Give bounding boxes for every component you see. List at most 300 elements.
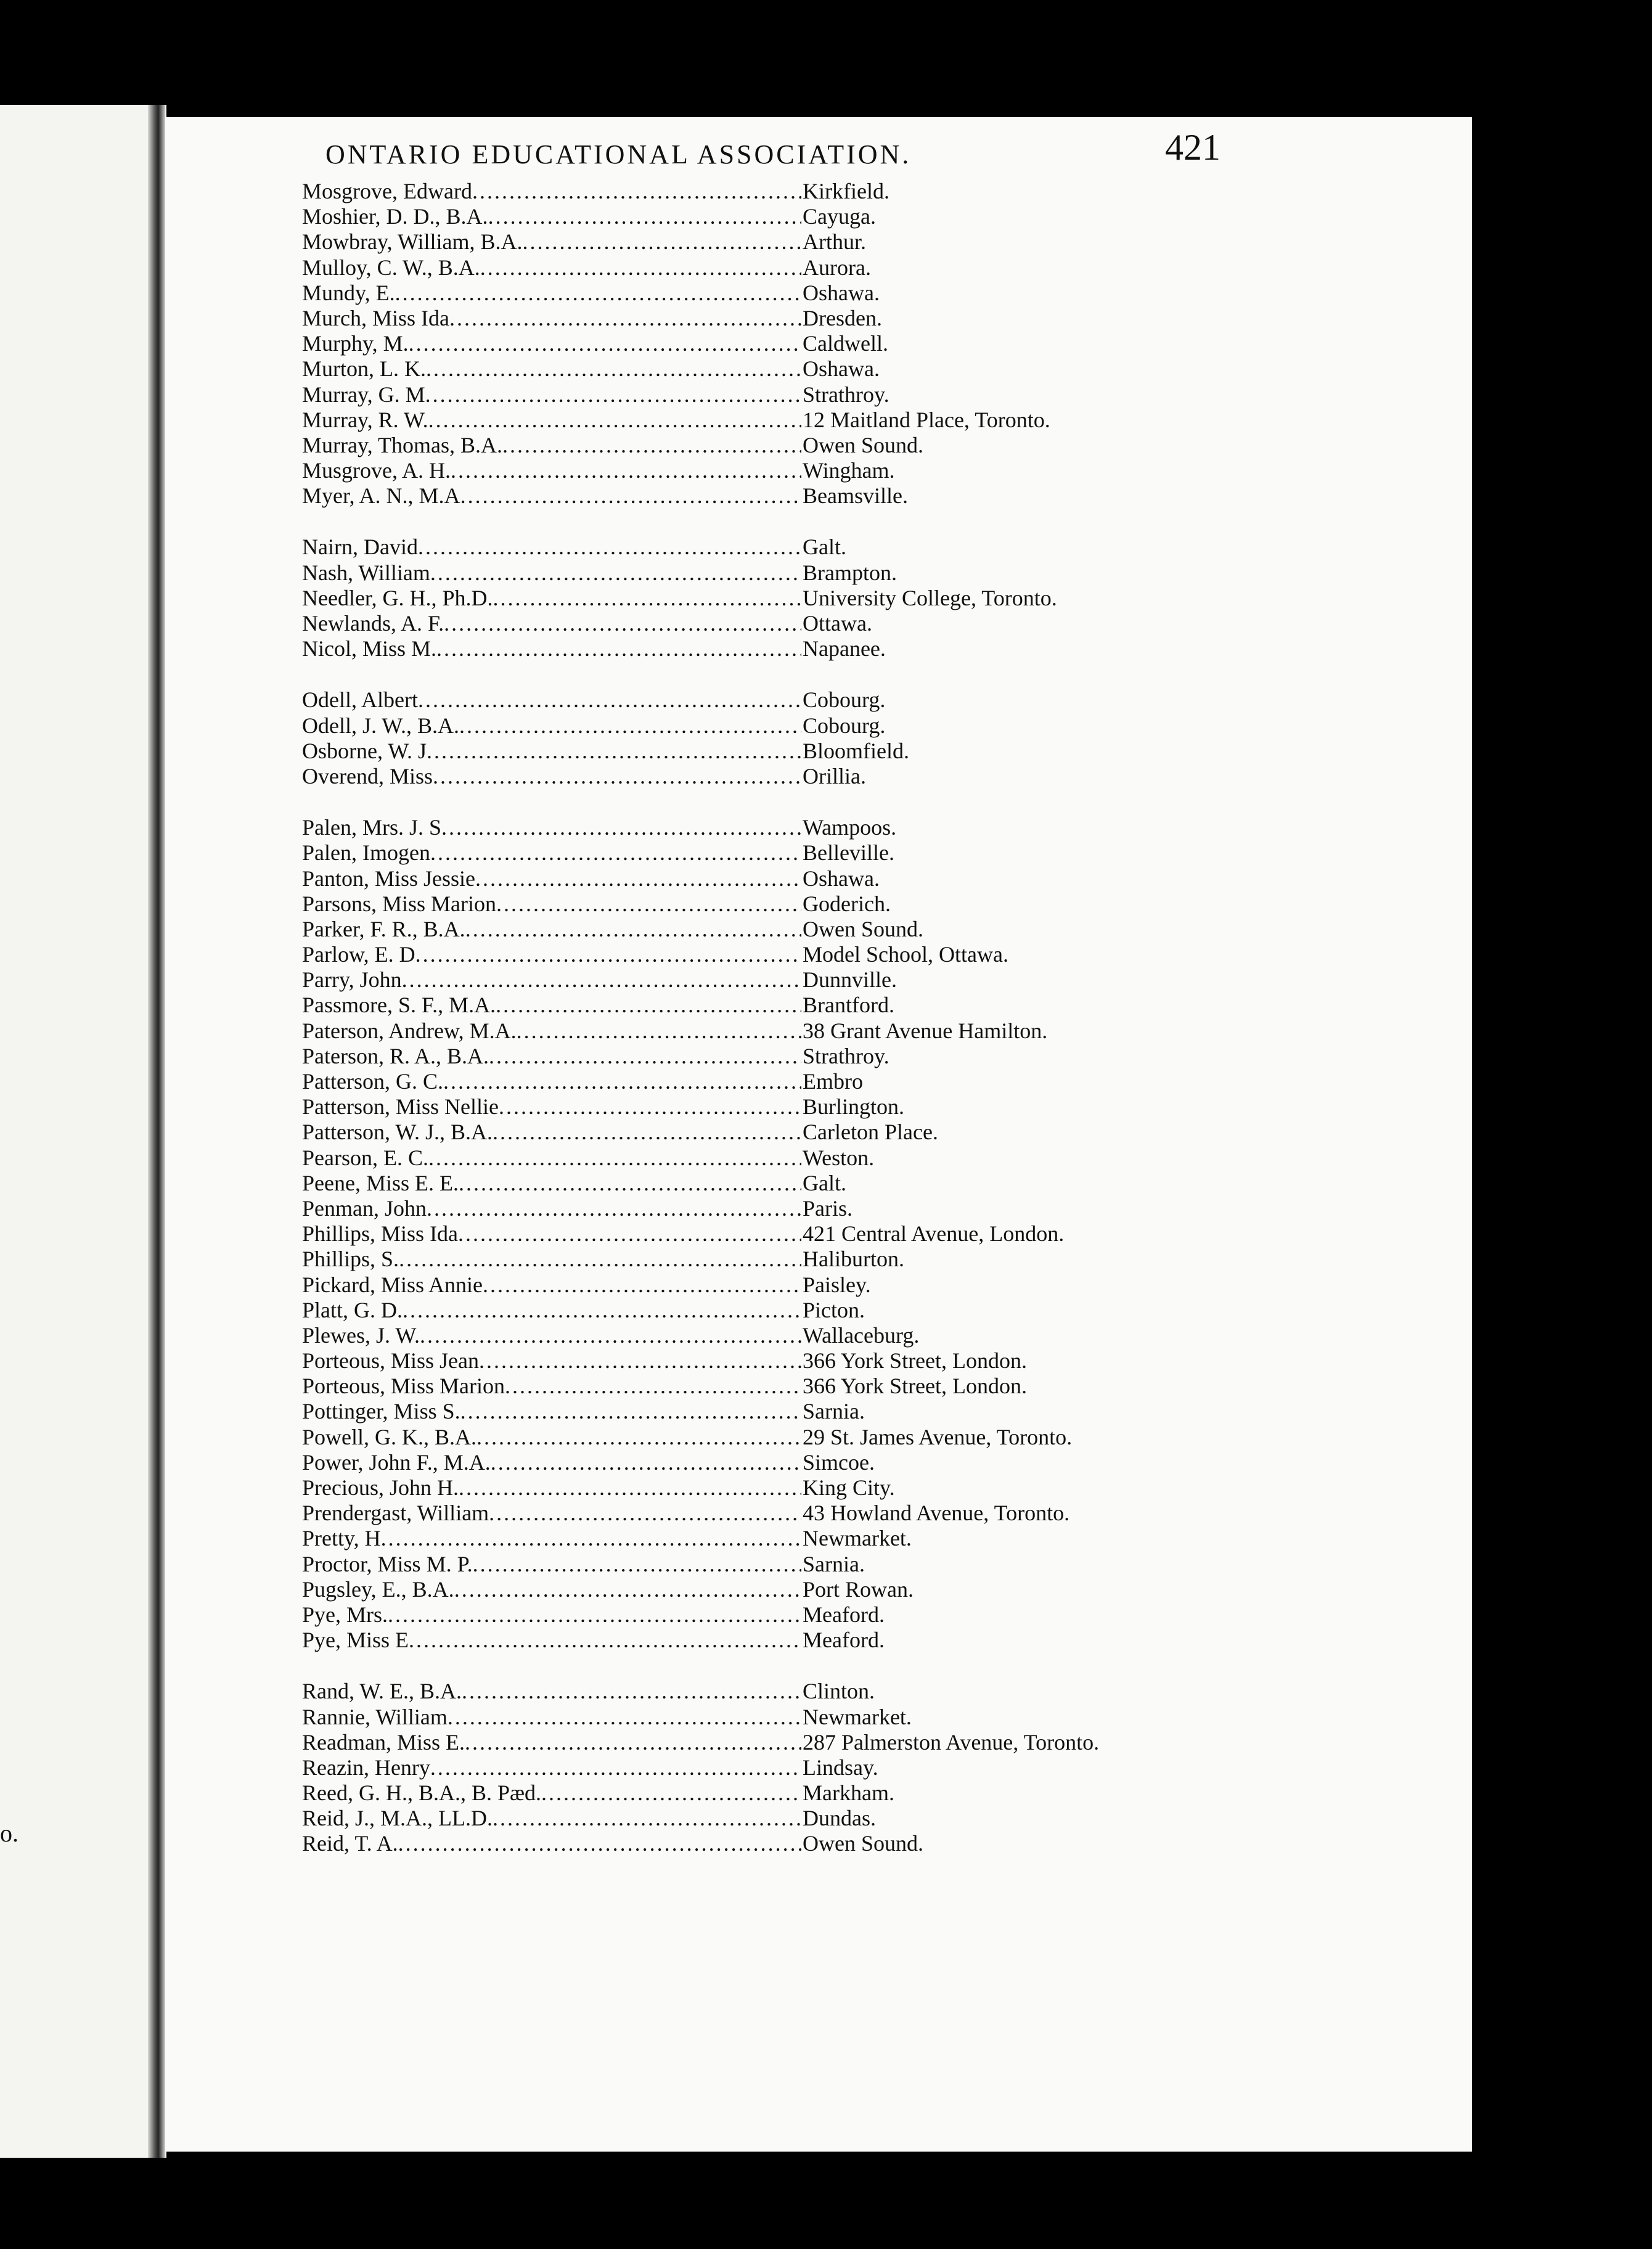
dot-leader bbox=[427, 1196, 801, 1221]
member-name: Murphy, M. bbox=[302, 331, 409, 356]
directory-entry bbox=[302, 1475, 1214, 1501]
directory-entry bbox=[302, 1552, 1214, 1577]
entry-name-column bbox=[302, 840, 801, 866]
entry-name-column bbox=[302, 1044, 801, 1069]
member-address: 43 Howland Avenue, Toronto. bbox=[803, 1501, 1070, 1526]
entry-name-column bbox=[302, 1399, 801, 1424]
dot-leader bbox=[458, 1221, 801, 1247]
entry-name-column bbox=[302, 1552, 801, 1577]
member-address: Burlington. bbox=[803, 1094, 905, 1120]
dot-leader bbox=[502, 433, 801, 458]
member-address: 366 York Street, London. bbox=[803, 1374, 1028, 1399]
entry-name-column bbox=[302, 1602, 801, 1628]
directory-entry bbox=[302, 560, 1214, 586]
entry-name-column bbox=[302, 281, 801, 306]
directory-entry bbox=[302, 356, 1214, 382]
dot-leader bbox=[493, 1120, 801, 1145]
member-address: Strathroy. bbox=[803, 1043, 889, 1068]
directory-entry bbox=[302, 1221, 1214, 1247]
dot-leader bbox=[479, 1348, 801, 1374]
directory-entry bbox=[302, 1806, 1214, 1831]
dot-leader bbox=[426, 356, 801, 382]
member-name: Pye, Miss E bbox=[302, 1628, 409, 1653]
member-address: Kirkfield. bbox=[803, 179, 889, 203]
member-name: Porteous, Miss Jean bbox=[302, 1348, 479, 1374]
entry-name-column bbox=[302, 1069, 801, 1094]
entry-name-column bbox=[302, 713, 801, 739]
entry-name-column bbox=[302, 408, 801, 433]
member-address: Owen Sound. bbox=[803, 1831, 923, 1856]
dot-leader bbox=[418, 535, 801, 560]
member-address: Beamsville. bbox=[803, 483, 908, 509]
member-address: Picton. bbox=[803, 1297, 865, 1322]
book-gutter bbox=[148, 105, 165, 2158]
dot-leader bbox=[489, 1044, 801, 1069]
directory-entry bbox=[302, 1374, 1214, 1399]
entry-name-column bbox=[302, 1374, 801, 1399]
member-name: Parsons, Miss Marion bbox=[302, 891, 497, 916]
member-name: Patterson, G. C. bbox=[302, 1069, 443, 1094]
directory-entry bbox=[302, 764, 1214, 789]
dot-leader bbox=[493, 586, 802, 611]
directory-entry bbox=[302, 229, 1214, 255]
member-address: Port Rowan. bbox=[803, 1576, 914, 1602]
member-address: Napanee. bbox=[803, 636, 886, 662]
directory-entry bbox=[302, 636, 1214, 662]
member-address: Wallaceburg. bbox=[803, 1322, 920, 1348]
member-address: Markham. bbox=[803, 1780, 894, 1806]
member-name: Passmore, S. F., M.A. bbox=[302, 993, 496, 1018]
entry-name-column bbox=[302, 687, 801, 713]
entry-name-column bbox=[302, 356, 801, 382]
entry-name-column bbox=[302, 229, 801, 255]
member-name: Pugsley, E., B.A. bbox=[302, 1576, 454, 1602]
member-name: Reid, J., M.A., LL.D. bbox=[302, 1806, 493, 1831]
member-name: Murch, Miss Ida bbox=[302, 305, 449, 330]
member-address: Owen Sound. bbox=[803, 432, 923, 457]
member-name: Proctor, Miss M. P. bbox=[302, 1551, 473, 1576]
member-address: Oshawa. bbox=[803, 866, 880, 891]
member-address: Simcoe. bbox=[803, 1449, 875, 1475]
dot-leader bbox=[409, 1628, 801, 1653]
entry-name-column bbox=[302, 1094, 801, 1120]
entry-name-column bbox=[302, 1831, 801, 1856]
member-name: Newlands, A. F. bbox=[302, 611, 444, 636]
dot-leader bbox=[395, 281, 801, 306]
member-name: Needler, G. H., Ph.D. bbox=[302, 585, 493, 610]
member-name: Pretty, H bbox=[302, 1526, 381, 1551]
directory-entry bbox=[302, 1577, 1214, 1602]
dot-leader bbox=[427, 739, 801, 764]
directory-entry bbox=[302, 1018, 1214, 1044]
member-name: Palen, Imogen bbox=[302, 840, 430, 866]
member-name: Phillips, S. bbox=[302, 1247, 399, 1272]
directory-entry bbox=[302, 306, 1214, 331]
directory-entry bbox=[302, 1628, 1214, 1653]
member-name: Mundy, E. bbox=[302, 280, 395, 305]
entry-name-column bbox=[302, 1348, 801, 1374]
member-address: Sarnia. bbox=[803, 1551, 865, 1576]
directory-entry bbox=[302, 1450, 1214, 1475]
member-address: Caldwell. bbox=[803, 331, 888, 356]
member-name: Parlow, E. D bbox=[302, 942, 415, 967]
entry-name-column bbox=[302, 891, 801, 917]
entry-name-column bbox=[302, 1221, 801, 1247]
dot-leader bbox=[402, 967, 801, 993]
entry-name-column bbox=[302, 815, 801, 840]
dot-leader bbox=[428, 1145, 801, 1171]
member-address: Haliburton. bbox=[803, 1247, 904, 1272]
dot-leader bbox=[473, 1552, 801, 1577]
directory-entry bbox=[302, 840, 1214, 866]
directory-entry bbox=[302, 1298, 1214, 1323]
directory-entry bbox=[302, 458, 1214, 483]
member-name: Peene, Miss E. E. bbox=[302, 1170, 459, 1195]
member-address: Strathroy. bbox=[803, 382, 889, 407]
directory-entry bbox=[302, 866, 1214, 891]
dot-leader bbox=[403, 1298, 801, 1323]
member-address: Brantford. bbox=[803, 993, 894, 1018]
directory-entry bbox=[302, 815, 1214, 840]
directory-letter-group bbox=[302, 815, 1214, 1653]
entry-name-column bbox=[302, 993, 801, 1018]
entry-name-column bbox=[302, 1475, 801, 1501]
member-directory bbox=[302, 179, 1214, 1883]
member-address: Brampton. bbox=[803, 560, 897, 585]
member-address: Goderich. bbox=[803, 891, 891, 916]
member-address: Bloomfield. bbox=[803, 738, 909, 763]
member-name: Paterson, Andrew, M.A. bbox=[302, 1018, 517, 1043]
member-address: Meaford. bbox=[803, 1602, 885, 1627]
directory-entry bbox=[302, 382, 1214, 408]
entry-name-column bbox=[302, 1298, 801, 1323]
entry-name-column bbox=[302, 382, 801, 408]
directory-entry bbox=[302, 1247, 1214, 1272]
member-address: Paisley. bbox=[803, 1272, 871, 1297]
directory-entry bbox=[302, 1399, 1214, 1424]
facing-page-edge bbox=[0, 105, 166, 2158]
member-name: Murray, Thomas, B.A. bbox=[302, 432, 502, 457]
dot-leader bbox=[462, 1679, 801, 1704]
directory-entry bbox=[302, 1171, 1214, 1196]
member-address: 287 Palmerston Avenue, Toronto. bbox=[803, 1729, 1100, 1755]
member-address: Oshawa. bbox=[803, 356, 880, 382]
member-name: Nairn, David bbox=[302, 535, 418, 560]
directory-entry bbox=[302, 1120, 1214, 1145]
member-name: Moshier, D. D., B.A. bbox=[302, 204, 488, 229]
entry-name-column bbox=[302, 942, 801, 967]
member-address: Galt. bbox=[803, 1170, 846, 1195]
dot-leader bbox=[454, 1577, 801, 1602]
dot-leader bbox=[523, 229, 801, 255]
dot-leader bbox=[460, 483, 801, 509]
dot-leader bbox=[483, 1272, 801, 1298]
entry-name-column bbox=[302, 1577, 801, 1602]
dot-leader bbox=[420, 1323, 801, 1348]
dot-leader bbox=[488, 204, 801, 229]
directory-entry bbox=[302, 1602, 1214, 1628]
entry-name-column bbox=[302, 433, 801, 458]
entry-name-column bbox=[302, 535, 801, 560]
entry-name-column bbox=[302, 483, 801, 509]
member-name: Reazin, Henry bbox=[302, 1755, 430, 1780]
member-name: Odell, Albert bbox=[302, 687, 418, 713]
dot-leader bbox=[449, 306, 801, 331]
member-address: 12 Maitland Place, Toronto. bbox=[803, 407, 1050, 432]
directory-entry bbox=[302, 1094, 1214, 1120]
dot-leader bbox=[425, 382, 801, 408]
dot-leader bbox=[399, 1247, 801, 1272]
directory-entry bbox=[302, 204, 1214, 229]
member-name: Paterson, R. A., B.A. bbox=[302, 1043, 489, 1068]
entry-name-column bbox=[302, 1171, 801, 1196]
dot-leader bbox=[444, 611, 801, 636]
entry-name-column bbox=[302, 1450, 801, 1475]
entry-name-column bbox=[302, 1705, 801, 1730]
member-address: Wingham. bbox=[803, 458, 895, 483]
member-name: Precious, John H. bbox=[302, 1475, 459, 1500]
directory-entry bbox=[302, 586, 1214, 611]
entry-name-column bbox=[302, 1628, 801, 1653]
member-name: Pickard, Miss Annie bbox=[302, 1272, 483, 1297]
member-name: Odell, J. W., B.A. bbox=[302, 713, 460, 738]
directory-entry bbox=[302, 281, 1214, 306]
member-name: Rand, W. E., B.A. bbox=[302, 1679, 462, 1704]
member-address: Newmarket. bbox=[803, 1526, 912, 1551]
member-address: Weston. bbox=[803, 1145, 875, 1170]
member-address: Sarnia. bbox=[803, 1399, 865, 1424]
entry-name-column bbox=[302, 1780, 801, 1806]
dot-leader bbox=[499, 1094, 801, 1120]
dot-leader bbox=[433, 764, 801, 789]
dot-leader bbox=[476, 1425, 801, 1450]
directory-entry bbox=[302, 255, 1214, 281]
member-name: Readman, Miss E. bbox=[302, 1729, 465, 1755]
dot-leader bbox=[388, 1602, 801, 1628]
member-name: Rannie, William bbox=[302, 1704, 448, 1729]
directory-entry bbox=[302, 1526, 1214, 1551]
entry-name-column bbox=[302, 1425, 801, 1450]
entry-name-column bbox=[302, 917, 801, 942]
directory-entry bbox=[302, 942, 1214, 967]
directory-entry bbox=[302, 433, 1214, 458]
dot-leader bbox=[409, 331, 801, 356]
member-name: Nash, William bbox=[302, 560, 430, 585]
member-name: Overend, Miss bbox=[302, 763, 433, 789]
entry-name-column bbox=[302, 458, 801, 483]
member-address: Dundas. bbox=[803, 1806, 876, 1831]
member-address: 366 York Street, London. bbox=[803, 1348, 1028, 1374]
dot-leader bbox=[430, 840, 801, 866]
dot-leader bbox=[480, 255, 801, 281]
member-name: Prendergast, William bbox=[302, 1501, 489, 1526]
member-address: Lindsay. bbox=[803, 1755, 878, 1780]
member-name: Patterson, W. J., B.A. bbox=[302, 1120, 493, 1145]
dot-leader bbox=[398, 1831, 801, 1856]
member-name: Mowbray, William, B.A. bbox=[302, 229, 523, 255]
directory-entry bbox=[302, 1196, 1214, 1221]
entry-name-column bbox=[302, 1272, 801, 1298]
entry-name-column bbox=[302, 331, 801, 356]
member-address: 38 Grant Avenue Hamilton. bbox=[803, 1018, 1048, 1043]
dot-leader bbox=[430, 1755, 801, 1780]
member-name: Parry, John bbox=[302, 967, 402, 993]
member-address: Carleton Place. bbox=[803, 1120, 938, 1145]
dot-leader bbox=[489, 1501, 801, 1526]
dot-leader bbox=[541, 1780, 801, 1806]
entry-name-column bbox=[302, 1018, 801, 1044]
entry-name-column bbox=[302, 764, 801, 789]
entry-name-column bbox=[302, 255, 801, 281]
dot-leader bbox=[430, 560, 801, 586]
member-name: Parker, F. R., B.A. bbox=[302, 916, 465, 941]
dot-leader bbox=[428, 408, 801, 433]
directory-entry bbox=[302, 611, 1214, 636]
dot-leader bbox=[381, 1526, 801, 1551]
entry-name-column bbox=[302, 1501, 801, 1526]
dot-leader bbox=[459, 1475, 801, 1501]
member-address: Dunnville. bbox=[803, 967, 897, 993]
directory-entry bbox=[302, 713, 1214, 739]
entry-name-column bbox=[302, 739, 801, 764]
directory-entry bbox=[302, 1755, 1214, 1780]
member-address: Galt. bbox=[803, 535, 846, 560]
member-name: Pearson, E. C. bbox=[302, 1145, 428, 1170]
entry-name-column bbox=[302, 1145, 801, 1171]
directory-entry bbox=[302, 1679, 1214, 1704]
member-name: Platt, G. D. bbox=[302, 1297, 403, 1322]
directory-entry bbox=[302, 993, 1214, 1018]
member-address: Belleville. bbox=[803, 840, 894, 866]
directory-letter-group bbox=[302, 179, 1214, 509]
entry-name-column bbox=[302, 204, 801, 229]
member-name: Phillips, Miss Ida bbox=[302, 1221, 459, 1247]
entry-name-column bbox=[302, 1806, 801, 1831]
entry-name-column bbox=[302, 967, 801, 993]
running-title: ONTARIO EDUCATIONAL ASSOCIATION. bbox=[325, 139, 912, 170]
member-name: Porteous, Miss Marion bbox=[302, 1374, 505, 1399]
dot-leader bbox=[491, 1450, 801, 1475]
directory-entry bbox=[302, 331, 1214, 356]
member-address: Meaford. bbox=[803, 1628, 885, 1653]
member-name: Murray, G. M bbox=[302, 382, 425, 407]
entry-name-column bbox=[302, 1196, 801, 1221]
dot-leader bbox=[459, 713, 801, 739]
member-name: Powell, G. K., B.A. bbox=[302, 1424, 477, 1449]
dot-leader bbox=[505, 1374, 801, 1399]
member-name: Reed, G. H., B.A., B. Pæd. bbox=[302, 1780, 542, 1806]
entry-name-column bbox=[302, 179, 801, 204]
directory-entry bbox=[302, 891, 1214, 917]
entry-name-column bbox=[302, 611, 801, 636]
member-name: Osborne, W. J bbox=[302, 738, 427, 763]
dot-leader bbox=[517, 1018, 801, 1044]
dot-leader bbox=[448, 1705, 801, 1730]
directory-entry bbox=[302, 179, 1214, 204]
member-name: Pottinger, Miss S. bbox=[302, 1399, 460, 1424]
member-name: Musgrove, A. H. bbox=[302, 458, 451, 483]
facing-page-text-fragment: o. bbox=[0, 1819, 18, 1847]
entry-name-column bbox=[302, 1323, 801, 1348]
directory-entry bbox=[302, 1272, 1214, 1298]
member-name: Patterson, Miss Nellie bbox=[302, 1094, 499, 1120]
dot-leader bbox=[472, 179, 801, 204]
directory-entry bbox=[302, 1069, 1214, 1094]
directory-letter-group bbox=[302, 535, 1214, 662]
member-address: Oshawa. bbox=[803, 280, 880, 305]
member-name: Plewes, J. W. bbox=[302, 1322, 420, 1348]
dot-leader bbox=[460, 1399, 801, 1424]
member-address: Cayuga. bbox=[803, 204, 876, 229]
member-address: Orillia. bbox=[803, 763, 866, 789]
directory-entry bbox=[302, 1780, 1214, 1806]
page-number: 421 bbox=[1165, 127, 1221, 168]
directory-entry bbox=[302, 917, 1214, 942]
dot-leader bbox=[436, 636, 801, 662]
entry-name-column bbox=[302, 1526, 801, 1551]
directory-letter-group bbox=[302, 687, 1214, 789]
member-name: Power, John F., M.A. bbox=[302, 1449, 491, 1475]
entry-name-column bbox=[302, 866, 801, 891]
dot-leader bbox=[496, 891, 801, 917]
member-name: Mulloy, C. W., B.A. bbox=[302, 255, 480, 280]
dot-leader bbox=[459, 1171, 801, 1196]
member-name: Mosgrove, Edward bbox=[302, 179, 472, 203]
dot-leader bbox=[475, 866, 801, 891]
member-address: Aurora. bbox=[803, 255, 871, 280]
directory-entry bbox=[302, 483, 1214, 509]
member-address: Cobourg. bbox=[803, 713, 886, 738]
directory-entry bbox=[302, 739, 1214, 764]
dot-leader bbox=[441, 815, 801, 840]
member-address: Paris. bbox=[803, 1195, 853, 1221]
dot-leader bbox=[496, 993, 801, 1018]
entry-name-column bbox=[302, 1755, 801, 1780]
dot-leader bbox=[415, 942, 801, 967]
dot-leader bbox=[465, 917, 801, 942]
directory-entry bbox=[302, 1730, 1214, 1755]
member-address: King City. bbox=[803, 1475, 895, 1500]
entry-name-column bbox=[302, 1120, 801, 1145]
directory-entry bbox=[302, 1425, 1214, 1450]
dot-leader bbox=[465, 1730, 801, 1755]
entry-name-column bbox=[302, 1679, 801, 1704]
member-address: Newmarket. bbox=[803, 1704, 912, 1729]
member-address: Arthur. bbox=[803, 229, 866, 255]
member-address: Cobourg. bbox=[803, 687, 886, 713]
directory-entry bbox=[302, 967, 1214, 993]
member-address: Model School, Ottawa. bbox=[803, 942, 1008, 967]
member-name: Murray, R. W. bbox=[302, 407, 428, 432]
member-name: Panton, Miss Jessie bbox=[302, 866, 476, 891]
member-address: 29 St. James Avenue, Toronto. bbox=[803, 1424, 1073, 1449]
member-name: Nicol, Miss M. bbox=[302, 636, 437, 662]
member-name: Palen, Mrs. J. S bbox=[302, 815, 442, 840]
directory-entry bbox=[302, 408, 1214, 433]
member-name: Reid, T. A. bbox=[302, 1831, 398, 1856]
dot-leader bbox=[493, 1806, 801, 1831]
entry-name-column bbox=[302, 560, 801, 586]
entry-name-column bbox=[302, 1247, 801, 1272]
dot-leader bbox=[451, 458, 801, 483]
entry-name-column bbox=[302, 636, 801, 662]
entry-name-column bbox=[302, 586, 801, 611]
member-address: Embro bbox=[803, 1069, 863, 1094]
member-address: Wampoos. bbox=[803, 815, 897, 840]
dot-leader bbox=[418, 687, 801, 713]
member-address: Owen Sound. bbox=[803, 916, 923, 941]
directory-entry bbox=[302, 1501, 1214, 1526]
